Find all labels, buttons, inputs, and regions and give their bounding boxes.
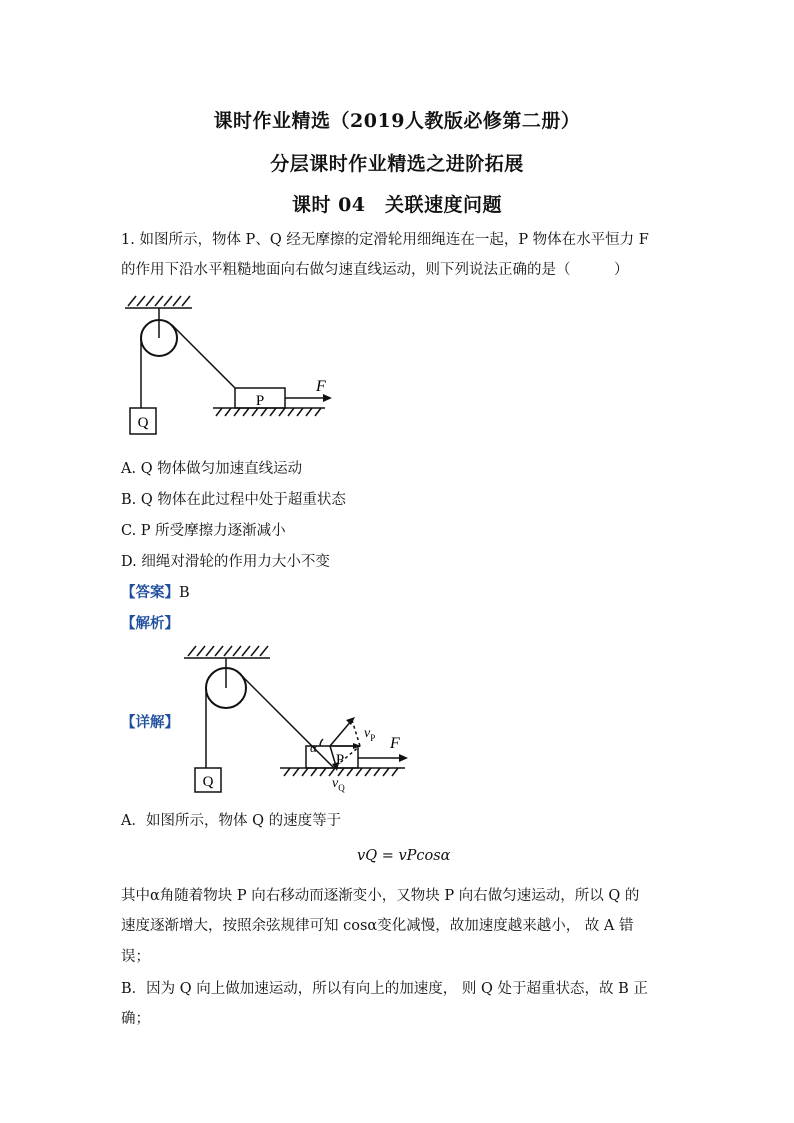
answer-value: B: [179, 585, 190, 601]
vel-component-up: [330, 720, 352, 746]
rope-to-P: [172, 325, 235, 388]
title-line-1: 课时作业精选（2019人教版必修第二册）: [213, 110, 581, 132]
detail-label: 【详解】: [121, 714, 179, 731]
para1-line-1: 其中α角随着物块 P 向右移动而逐渐变小，又物块 P 向右做匀速运动，所以 Q 的: [121, 888, 640, 904]
option-b: B. Q 物体在此过程中处于超重状态: [121, 492, 346, 508]
label-P: P: [255, 393, 265, 409]
force-arrowhead: [399, 754, 408, 762]
pulley-figure-1: [120, 290, 340, 440]
ceiling-hatch: [128, 296, 190, 306]
title-line-3: 课时 04 关联速度问题: [291, 194, 503, 216]
para2-line-2: 确；: [121, 1011, 150, 1027]
para1-line-3: 误；: [121, 949, 150, 965]
option-c: C. P 所受摩擦力逐渐减小: [121, 523, 286, 539]
ground-hatch: [284, 768, 398, 776]
answer-line: [121, 581, 190, 602]
question-stem-line-2: 的作用下沿水平粗糙地面向右做匀速直线运动，则下列说法正确的是（ ）: [121, 262, 629, 278]
question-number: 1.: [121, 232, 135, 248]
force-arrowhead: [323, 394, 332, 402]
detail-line-a: A．如图所示，物体 Q 的速度等于: [121, 813, 342, 829]
alpha-arc: [320, 739, 323, 746]
question-stem: [121, 228, 649, 249]
option-d: D. 细绳对滑轮的作用力大小不变: [121, 554, 330, 570]
ceiling-hatch: [188, 646, 268, 656]
label-vq: [332, 776, 345, 793]
vel-up-arrowhead: [346, 717, 355, 725]
rope-to-P: [240, 674, 334, 768]
question-stem-line-1: 如图所示，物体 P、Q 经无摩擦的定滑轮用细绳连在一起，P 物体在水平恒力 F: [139, 232, 649, 248]
label-vp-main: v: [364, 726, 371, 741]
label-vq-main: v: [332, 776, 339, 791]
label-vp-sub: P: [370, 733, 376, 743]
label-Q: Q: [202, 774, 214, 790]
title-line-2: 分层课时作业精选之进阶拓展: [270, 153, 524, 175]
answer-label: 【答案】: [121, 584, 179, 601]
dashed-1: [352, 720, 360, 746]
ground-hatch: [216, 408, 321, 416]
pulley-figure-2: [180, 640, 420, 800]
para2-line-1: B．因为 Q 向上做加速运动，所以有向上的加速度， 则 Q 处于超重状态，故 B 正: [121, 981, 648, 997]
formula: vQ = vPcosα: [357, 848, 451, 864]
para1-line-2: 速度逐渐增大，按照余弦规律可知 cosα变化减慢，故加速度越来越小， 故 A 错: [121, 918, 634, 934]
option-a: A. Q 物体做匀加速直线运动: [121, 461, 303, 477]
label-F: F: [316, 378, 326, 395]
label-alpha: α: [310, 740, 317, 755]
label-Q: Q: [137, 415, 149, 431]
label-F: F: [390, 735, 400, 752]
label-P: P: [335, 752, 345, 768]
label-vp: [364, 726, 375, 743]
analysis-label: 【解析】: [121, 615, 179, 632]
label-vq-sub: Q: [338, 783, 345, 793]
